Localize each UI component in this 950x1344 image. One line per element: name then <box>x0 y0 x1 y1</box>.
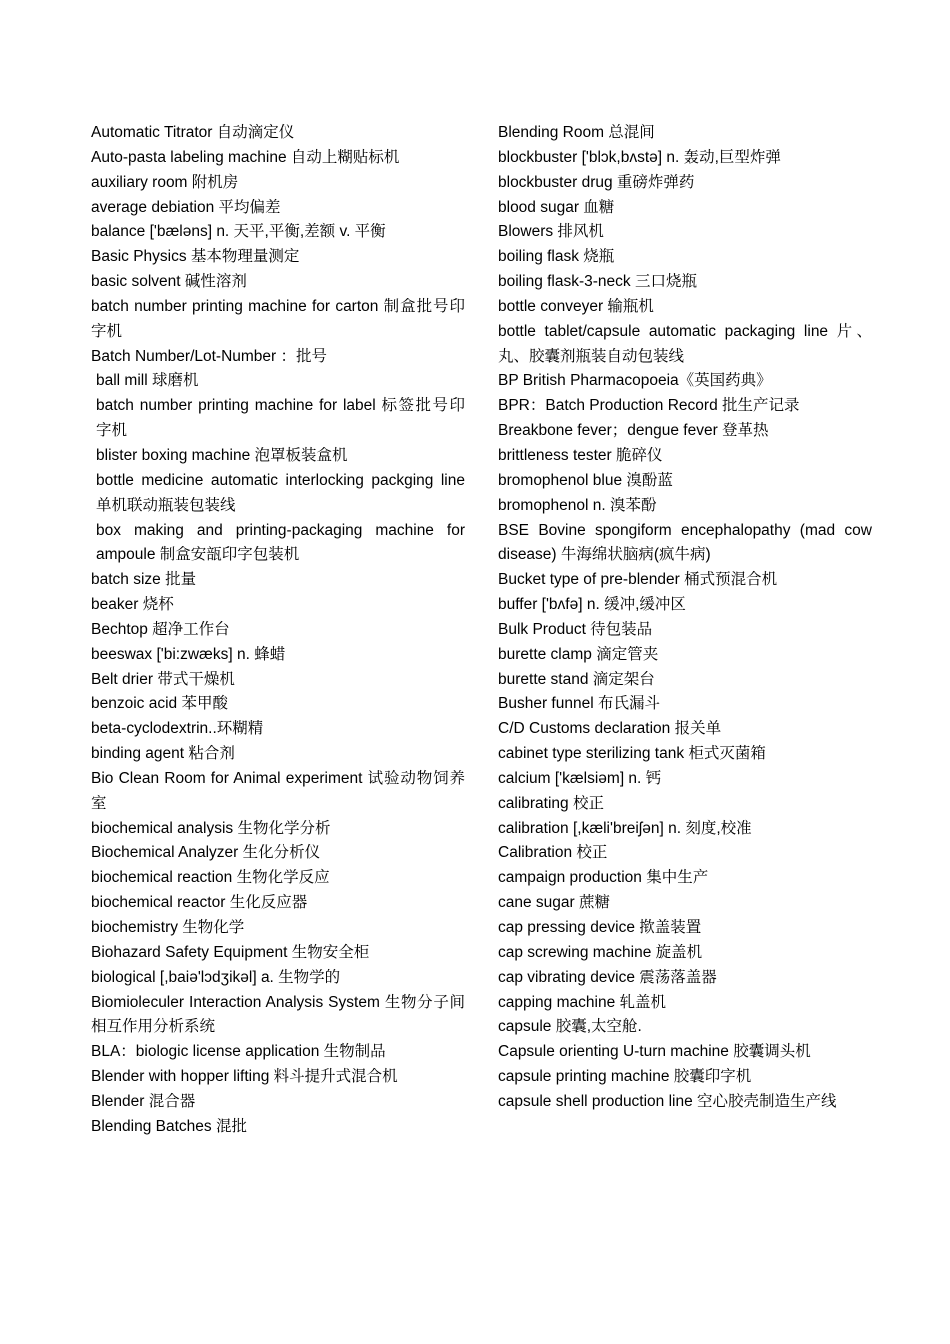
glossary-entry: bromophenol n. 溴苯酚 <box>498 496 657 514</box>
glossary-entry: Automatic Titrator 自动滴定仪 <box>91 124 295 141</box>
glossary-entry: Biochemical Analyzer 生化分析仪 <box>91 844 321 862</box>
glossary-entry: Blending Room 总混间 <box>498 124 655 141</box>
glossary-entry: auxiliary room 附机房 <box>91 173 239 191</box>
glossary-entry: buffer ['bʌfə] n. 缓冲,缓冲区 <box>498 596 686 614</box>
glossary-entry: BLA：biologic license application 生物制品 <box>91 1043 386 1061</box>
glossary-entry: cap pressing device 揿盖装置 <box>498 919 702 936</box>
glossary-entry: average debiation 平均偏差 <box>91 198 281 216</box>
glossary-entry: biochemical reactor 生化反应器 <box>91 894 308 912</box>
glossary-entry: batch number printing machine for label 标签批号印字机 <box>96 397 465 440</box>
glossary-entry: batch size 批量 <box>91 571 197 589</box>
glossary-entry: BPR：Batch Production Record 批生产记录 <box>498 397 800 415</box>
glossary-entry: capsule 胶囊,太空舱. <box>498 1018 642 1036</box>
glossary-entry: Bechtop 超净工作台 <box>91 620 230 638</box>
glossary-entry: box making and printing-packaging machine for ampoule 制盒安瓿印字包装机 <box>96 521 465 564</box>
glossary-entry: burette stand 滴定架台 <box>498 670 655 688</box>
glossary-entry: biochemical reaction 生物化学反应 <box>91 869 330 887</box>
glossary-entry: blockbuster drug 重磅炸弹药 <box>498 173 695 191</box>
glossary-entry: boiling flask 烧瓶 <box>498 248 615 266</box>
glossary-entry: Busher funnel 布氏漏斗 <box>498 695 660 713</box>
glossary-column-right <box>498 121 872 1115</box>
glossary-entry: boiling flask-3-neck 三口烧瓶 <box>498 273 697 291</box>
glossary-entry: Breakbone fever；dengue fever 登革热 <box>498 422 769 440</box>
glossary-entry: batch number printing machine for carton 制盒批号印字机 <box>91 297 465 340</box>
glossary-entry: bottle conveyer 输瓶机 <box>498 297 654 315</box>
glossary-entry: bottle tablet/capsule automatic packaging line 片、丸、胶囊剂瓶装自动包装线 <box>498 322 872 365</box>
glossary-entry: Biomioleculer Interaction Analysis System 生物分子间相互作用分析系统 <box>91 993 465 1036</box>
glossary-entry: cap screwing machine 旋盖机 <box>498 943 703 961</box>
glossary-entry: basic solvent 碱性溶剂 <box>91 273 247 291</box>
glossary-entry: blister boxing machine 泡罩板装盒机 <box>96 446 348 464</box>
glossary-entry: calcium ['kælsiəm] n. 钙 <box>498 769 662 787</box>
glossary-entry: capping machine 轧盖机 <box>498 993 666 1011</box>
glossary-entry: biochemistry 生物化学 <box>91 919 245 936</box>
glossary-entry: brittleness tester 脆碎仪 <box>498 446 663 464</box>
glossary-entry: biological [,baiə'lɔdʒikəl] a. 生物学的 <box>91 968 341 986</box>
glossary-entry: Belt drier 带式干燥机 <box>91 670 235 688</box>
glossary-entry: cap vibrating device 震荡落盖器 <box>498 968 717 986</box>
glossary-entry: Blender 混合器 <box>91 1092 196 1110</box>
glossary-entry: Bulk Product 待包装品 <box>498 620 653 638</box>
glossary-entry: Calibration 校正 <box>498 844 608 862</box>
glossary-entry: BSE Bovine spongiform encephalopathy (mad cow disease) 牛海绵状脑病(疯牛病) <box>498 521 872 564</box>
glossary-entry: Blender with hopper lifting 料斗提升式混合机 <box>91 1068 398 1086</box>
glossary-entry: capsule printing machine 胶囊印字机 <box>498 1068 752 1086</box>
glossary-entry: campaign production 集中生产 <box>498 869 709 887</box>
glossary-entry: biochemical analysis 生物化学分析 <box>91 819 331 837</box>
glossary-entry: blood sugar 血糖 <box>498 198 615 216</box>
glossary-entry: binding agent 粘合剂 <box>91 745 235 763</box>
glossary-entry: beeswax ['bi:zwæks] n. 蜂蜡 <box>91 645 286 663</box>
glossary-entry: Auto-pasta labeling machine 自动上糊贴标机 <box>91 148 400 166</box>
glossary-entry: balance ['bæləns] n. 天平,平衡,差额 v. 平衡 <box>91 223 386 241</box>
glossary-entry: Blowers 排风机 <box>498 223 604 241</box>
glossary-entry: calibration [,kæli'breiʃən] n. 刻度,校准 <box>498 819 752 837</box>
glossary-entry: Bucket type of pre-blender 桶式预混合机 <box>498 571 778 589</box>
glossary-entry: capsule shell production line 空心胶壳制造生产线 <box>498 1092 837 1110</box>
glossary-entry: Batch Number/Lot-Number ：批号 <box>91 347 328 365</box>
glossary-column-left <box>91 121 465 1140</box>
glossary-entry: calibrating 校正 <box>498 794 604 812</box>
glossary-entry: cabinet type sterilizing tank 柜式灭菌箱 <box>498 745 766 763</box>
glossary-entry: BP British Pharmacopoeia《英国药典》 <box>498 372 772 390</box>
glossary-entry: Basic Physics 基本物理量测定 <box>91 248 300 266</box>
glossary-entry: blockbuster ['blɔk,bʌstə] n. 轰动,巨型炸弹 <box>498 148 781 166</box>
glossary-entry: Biohazard Safety Equipment 生物安全柜 <box>91 943 370 961</box>
glossary-entry: benzoic acid 苯甲酸 <box>91 695 228 713</box>
glossary-entry: Bio Clean Room for Animal experiment 试验动物饲养室 <box>91 769 465 812</box>
glossary-entry: ball mill 球磨机 <box>96 372 199 390</box>
glossary-entry: beaker 烧杯 <box>91 596 174 614</box>
glossary-entry: Blending Batches 混批 <box>91 1117 247 1135</box>
glossary-entry: beta-cyclodextrin..环糊精 <box>91 720 264 738</box>
glossary-entry: Capsule orienting U-turn machine 胶囊调头机 <box>498 1043 811 1061</box>
glossary-entry: bromophenol blue 溴酚蓝 <box>498 471 673 489</box>
glossary-entry: bottle medicine automatic interlocking packging line 单机联动瓶装包装线 <box>96 471 465 514</box>
glossary-entry: burette clamp 滴定管夹 <box>498 645 659 663</box>
glossary-entry: cane sugar 蔗糖 <box>498 894 610 912</box>
glossary-entry: C/D Customs declaration 报关单 <box>498 720 722 738</box>
